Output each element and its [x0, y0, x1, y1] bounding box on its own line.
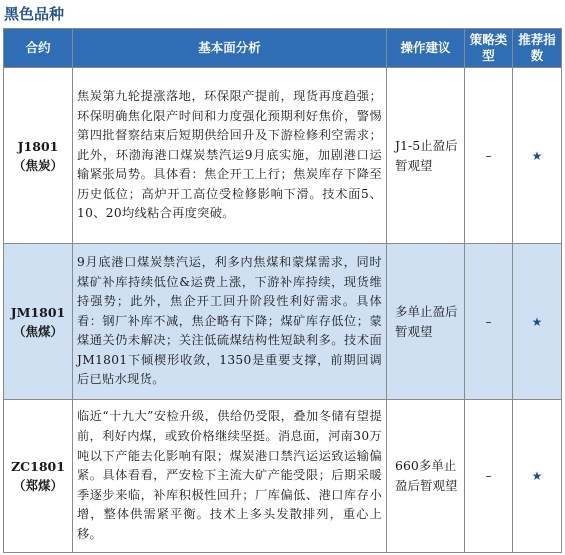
contract-name: （焦炭）	[12, 157, 63, 173]
star-icon: ★	[531, 148, 543, 163]
contract-cell	[4, 244, 73, 400]
header-analysis: 基本面分析	[73, 29, 387, 68]
table-header-row	[4, 29, 562, 68]
suggestion-cell: 多单止盈后暂观望	[387, 244, 465, 400]
header-rating: 推荐指数	[513, 29, 562, 68]
analysis-cell: 9月底港口煤炭禁汽运，利多内焦煤和蒙煤需求，同时煤矿补库持续低位&运费上涨，下游补库持续，现货维持强势；此外，焦企开工回升阶段性利好需求。具体看：钢厂补库不减，焦企略有下降；煤矿库存低位；蒙煤通关仍未解决；关注低硫煤结构性短缺利多。技术面JM1801下倾楔形收敛，1350是重要支撑，前期回调后已贴水现货。	[73, 244, 387, 400]
strategy-cell: –	[465, 244, 513, 400]
suggestion-cell: J1-5止盈后暂观望	[387, 68, 465, 244]
contract-code: J1801	[17, 138, 59, 154]
analysis-cell: 焦炭第九轮提涨落地，环保限产提前，现货再度趋强；环保明确焦化限产时间和力度强化预期利好焦价，警惕第四批督察结束后短期供给回升及下游检修利空需求；此外，环渤海港口煤炭禁汽运9月底实施，加剧港口运输紧张局势。具体看：焦企开工上行；焦炭库存下降至历史低位；高炉开工高位受检修影响下滑。技术面5、10、20均线粘合再度突破。	[73, 68, 387, 244]
header-contract: 合约	[4, 29, 73, 68]
strategy-cell: –	[465, 68, 513, 244]
star-icon: ★	[531, 314, 543, 329]
contract-code: JM1801	[10, 304, 66, 320]
contract-cell	[4, 68, 73, 244]
rating-cell	[513, 68, 562, 244]
strategy-cell: –	[465, 400, 513, 553]
contract-cell	[4, 400, 73, 553]
suggestion-cell: 660多单止盈后暂观望	[387, 400, 465, 553]
rating-cell	[513, 400, 562, 553]
contract-name: （郑煤）	[12, 478, 63, 493]
table-row	[4, 244, 562, 400]
futures-table	[3, 28, 562, 553]
table-row	[4, 68, 562, 244]
header-suggestion: 操作建议	[387, 29, 465, 68]
contract-code: ZC1801	[11, 459, 65, 474]
section-title: 黑色品种	[4, 5, 65, 23]
rating-cell	[513, 244, 562, 400]
header-strategy: 策略类型	[465, 29, 513, 68]
star-icon: ★	[531, 469, 543, 483]
analysis-cell: 临近“十九大”安检升级，供给仍受限，叠加冬储有望提前，利好内煤，或致价格继续坚挺。消息面，河南30万吨以下产能去化影响有限；煤炭港口禁汽运运致运输偏紧。具体看看，严安检下主流大矿产能受限；后期采暖季逐步来临，补库积极性回升；厂库偏低、港口库存小增，整体供需紧平衡。技术上多头发散排列，重心上移。	[73, 400, 387, 553]
table-row	[4, 400, 562, 553]
contract-name: （焦煤）	[12, 323, 63, 339]
